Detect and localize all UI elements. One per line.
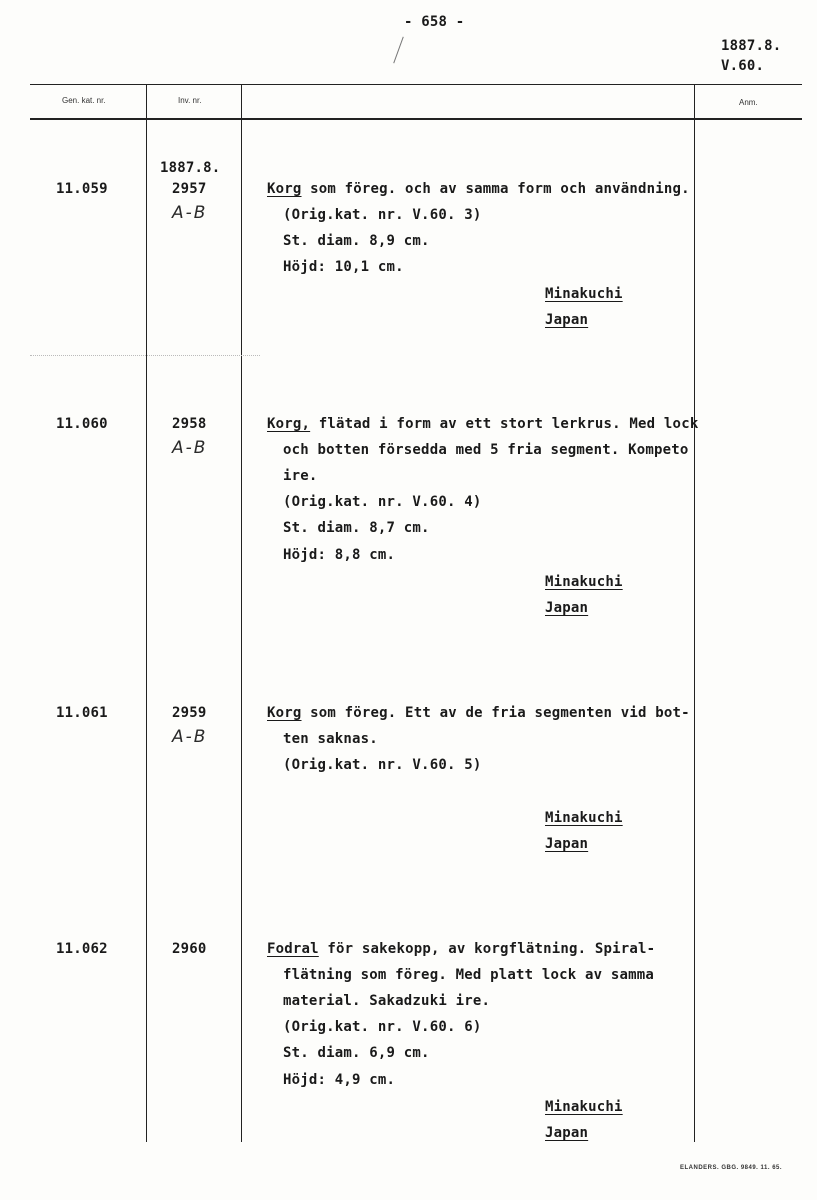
place-name: Minakuchi	[545, 574, 623, 590]
col-divider-3	[694, 85, 695, 1142]
description-line: Höjd: 8,8 cm.	[283, 547, 396, 563]
inv-number: 2958	[172, 416, 207, 432]
description-line: Höjd: 10,1 cm.	[283, 259, 404, 275]
gen-kat-number: 11.059	[56, 181, 108, 197]
place-name: Minakuchi	[545, 1099, 623, 1115]
pen-mark	[393, 37, 404, 64]
description-line: ten saknas.	[283, 731, 378, 747]
col-header-gen-kat: Gen. kat. nr.	[62, 96, 106, 105]
country-name: Japan	[545, 1125, 589, 1141]
col-divider-1	[146, 85, 147, 1142]
country-name: Japan	[545, 836, 589, 852]
description-line: och botten försedda med 5 fria segment. Kompeto	[283, 442, 689, 458]
description-line-1: Korg, flätad i form av ett stort lerkrus. Med lock	[267, 416, 699, 432]
description-line: material. Sakadzuki ire.	[283, 993, 491, 1009]
item-keyword: Korg	[267, 181, 302, 197]
inv-number: 2957	[172, 181, 207, 197]
description-line-1: Fodral för sakekopp, av korgflätning. Spiral-	[267, 941, 656, 957]
handwritten-note: A-B	[172, 438, 208, 458]
gen-kat-number: 11.060	[56, 416, 108, 432]
col-header-inv: Inv. nr.	[178, 96, 202, 105]
handwritten-note: A-B	[172, 203, 208, 223]
description-line: St. diam. 8,7 cm.	[283, 520, 430, 536]
description-line: ire.	[283, 468, 318, 484]
description-line: (Orig.kat. nr. V.60. 5)	[283, 757, 482, 773]
description-line: (Orig.kat. nr. V.60. 4)	[283, 494, 482, 510]
country-name: Japan	[545, 600, 589, 616]
description-line-1: Korg som föreg. och av samma form och användning.	[267, 181, 690, 197]
handwritten-note: A-B	[172, 727, 208, 747]
place-name: Minakuchi	[545, 810, 623, 826]
description-line-1: Korg som föreg. Ett av de fria segmenten vid bot-	[267, 705, 690, 721]
gen-kat-number: 11.061	[56, 705, 108, 721]
inv-number: 2959	[172, 705, 207, 721]
col-header-anm: Anm.	[739, 98, 758, 107]
description-line: (Orig.kat. nr. V.60. 3)	[283, 207, 482, 223]
inv-number: 2960	[172, 941, 207, 957]
page-number: - 658 -	[404, 14, 465, 30]
description-line: (Orig.kat. nr. V.60. 6)	[283, 1019, 482, 1035]
printer-imprint: ELANDERS. GBG. 9849. 11. 65.	[680, 1165, 783, 1171]
description-line: Höjd: 4,9 cm.	[283, 1072, 396, 1088]
item-keyword: Korg,	[267, 416, 311, 432]
description-line: flätning som föreg. Med platt lock av samma	[283, 967, 655, 983]
item-keyword: Fodral	[267, 941, 319, 957]
ref-code: V.60.	[721, 58, 765, 74]
place-name: Minakuchi	[545, 286, 623, 302]
description-line: St. diam. 6,9 cm.	[283, 1045, 430, 1061]
accession-year: 1887.8.	[160, 160, 221, 176]
item-keyword: Korg	[267, 705, 302, 721]
description-line: St. diam. 8,9 cm.	[283, 233, 430, 249]
ref-year: 1887.8.	[721, 38, 782, 54]
scan-artifact	[30, 355, 260, 356]
country-name: Japan	[545, 312, 589, 328]
gen-kat-number: 11.062	[56, 941, 108, 957]
col-divider-2	[241, 85, 242, 1142]
